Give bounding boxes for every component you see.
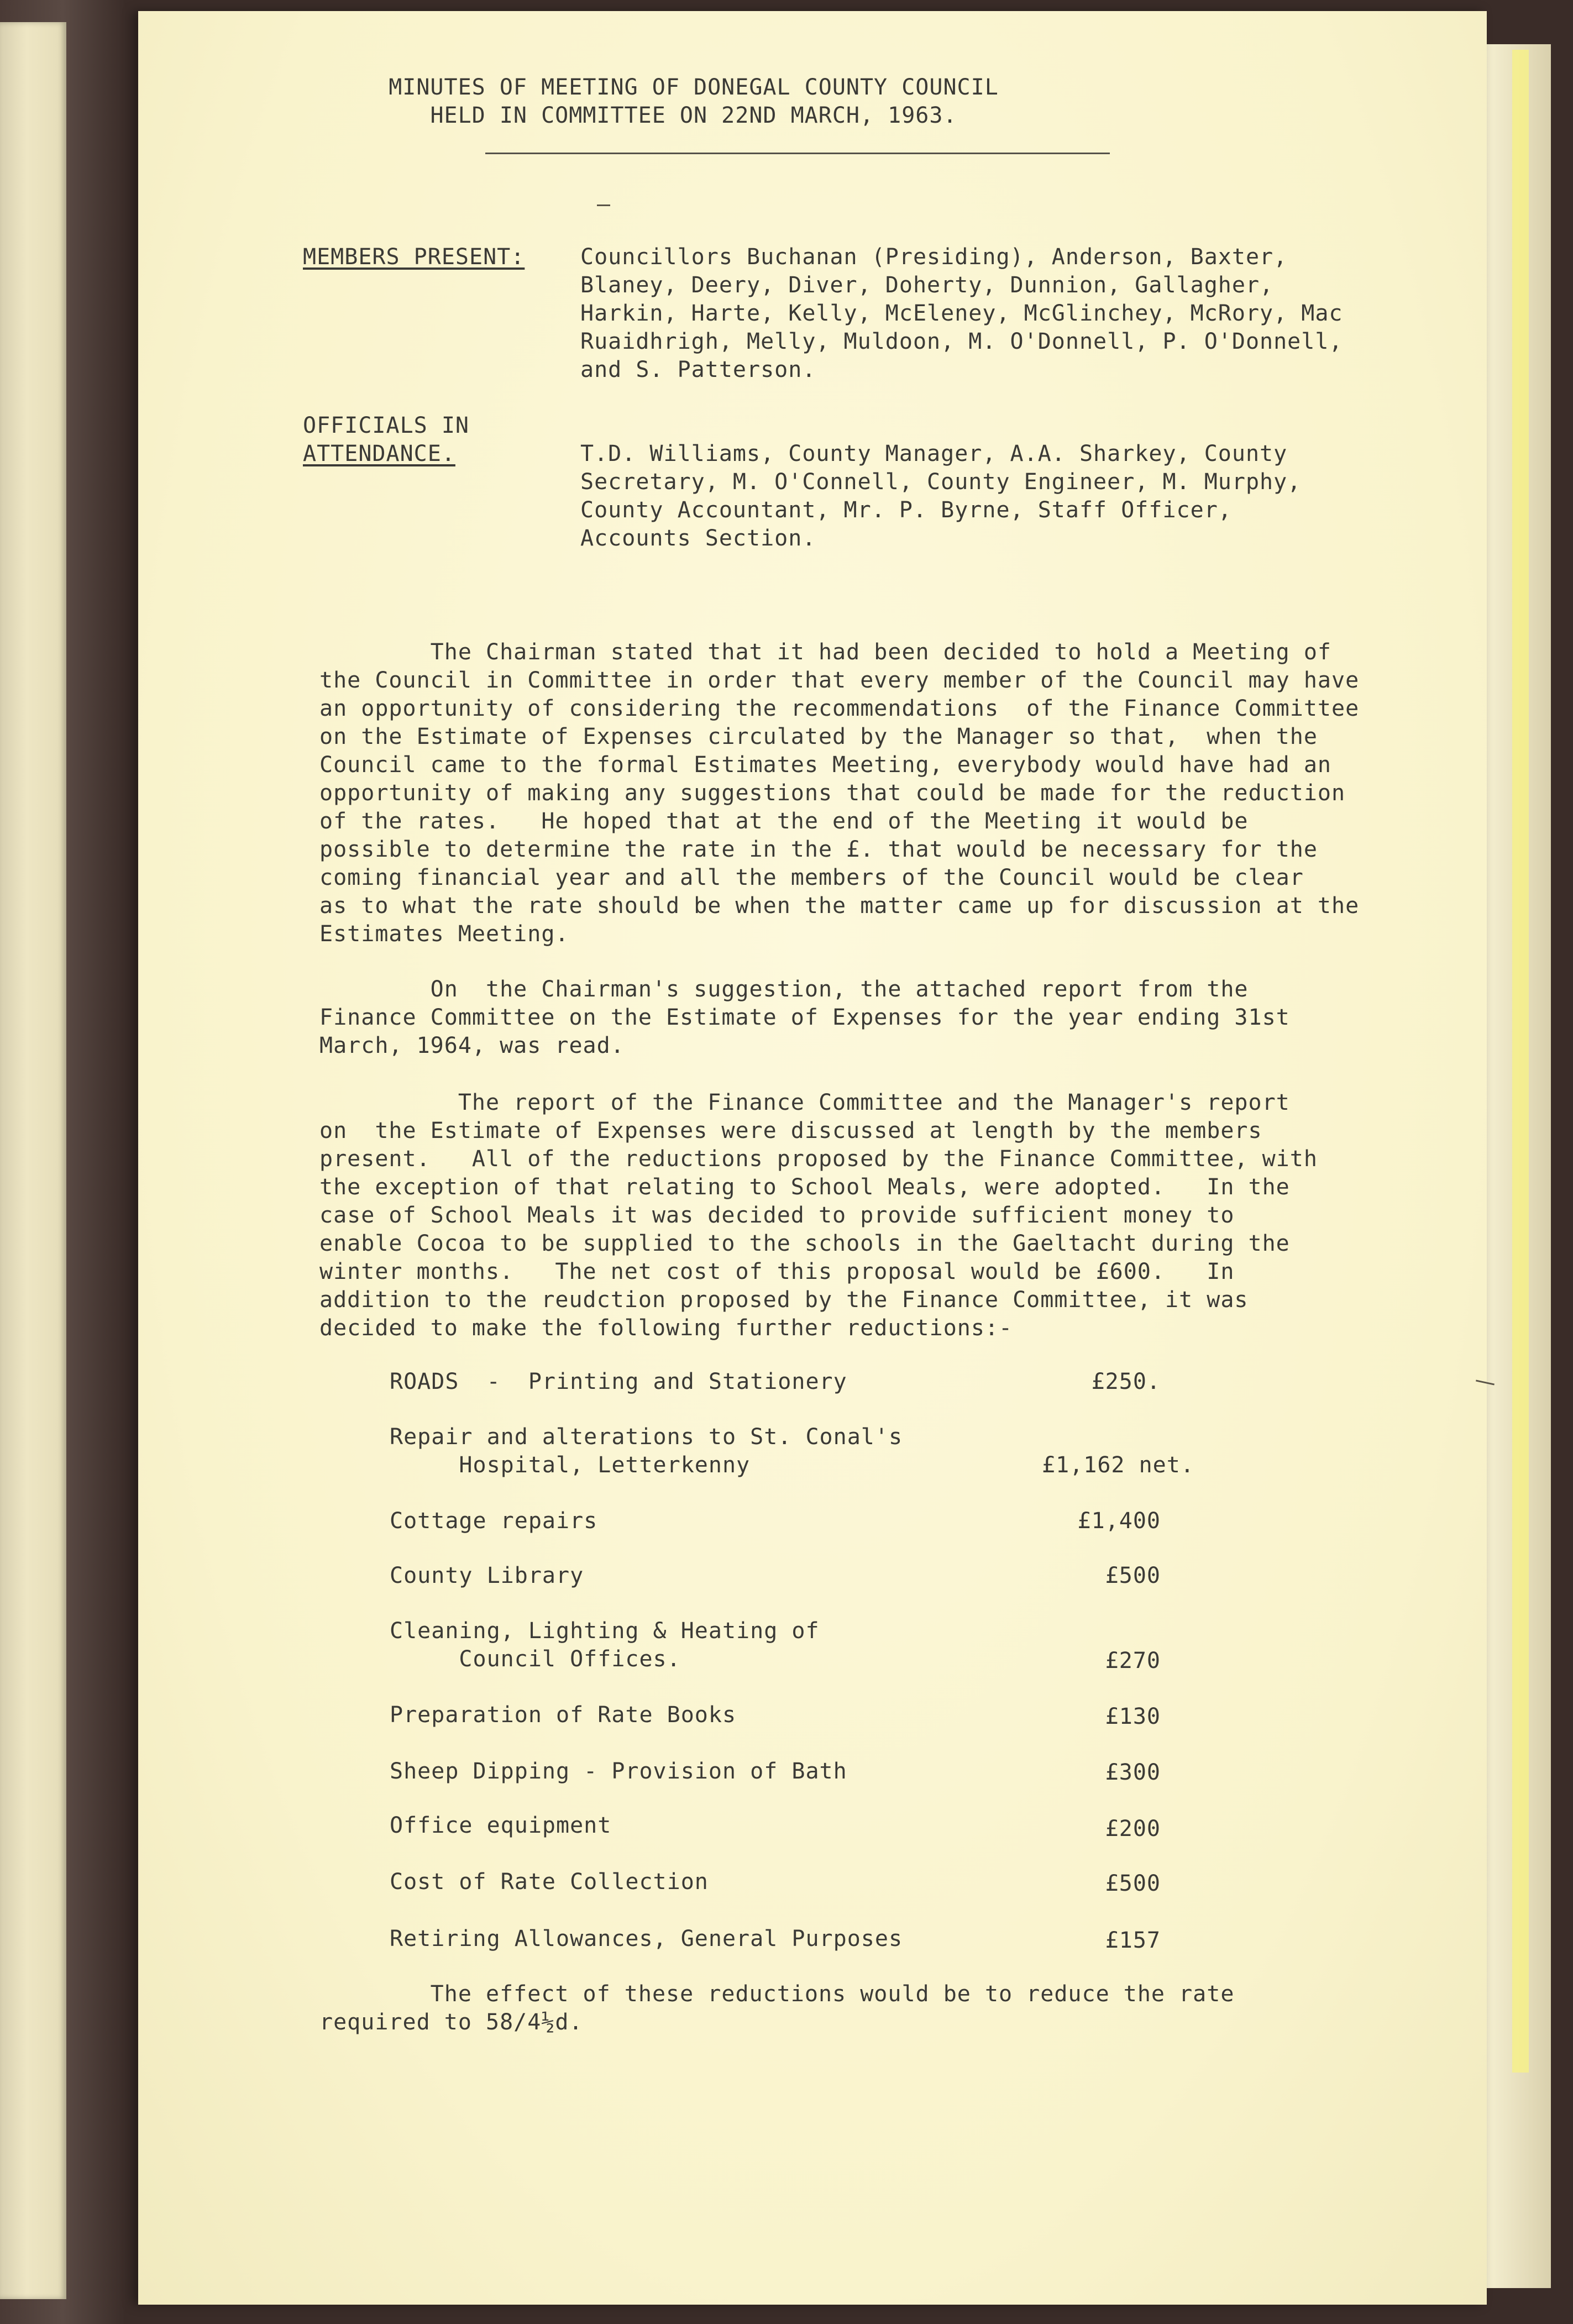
reduction-item-label (390, 1617, 820, 1674)
officials-line: T.D. Williams, County Manager, A.A. Sharkey, County (580, 441, 1288, 466)
members-line: Councillors Buchanan (Presiding), Anderson, Baxter, (580, 244, 1288, 270)
reduction-item-amount: £130 (1105, 1704, 1161, 1729)
title-line-2: HELD IN COMMITTEE ON 22ND MARCH, 1963. (430, 103, 957, 128)
officials-label-line-1: OFFICIALS IN (303, 413, 469, 438)
reduction-item-label: ROADS - Printing and Stationery (390, 1369, 847, 1394)
paragraph-line: case of School Meals it was decided to provide sufficient money to (319, 1203, 1235, 1228)
title-line-1: MINUTES OF MEETING OF DONEGAL COUNTY COUNCIL (389, 75, 999, 100)
conclusion-line-1: The effect of these reductions would be to reduce the rate (319, 1981, 1235, 2007)
paragraph-line: The Chairman stated that it had been decided to hold a Meeting of (319, 639, 1331, 665)
paragraph-line: opportunity of making any suggestions that could be made for the reduction (319, 780, 1346, 806)
members-line: Blaney, Deery, Diver, Doherty, Dunnion, Gallagher, (580, 272, 1274, 298)
paragraph-line: the Council in Committee in order that every member of the Council may have (319, 668, 1360, 693)
paragraph-line: on the Estimate of Expenses circulated by the Manager so that, when the (319, 724, 1318, 749)
yellow-tab-strip (1512, 50, 1529, 2073)
reduction-item-label: County Library (390, 1563, 584, 1588)
paragraph-line: on the Estimate of Expenses were discussed at length by the members (319, 1118, 1262, 1143)
members-line: Harkin, Harte, Kelly, McEleney, McGlinchey, McRory, Mac (580, 301, 1343, 326)
reduction-item-amount: £250. (1091, 1369, 1161, 1394)
officials-line: Accounts Section. (580, 526, 816, 551)
members-present-list (580, 243, 1343, 384)
paragraph-line: as to what the rate should be when the matter came up for discussion at the (319, 893, 1360, 919)
paragraph-line: winter months. The net cost of this proposal would be £600. In (319, 1259, 1235, 1284)
officials-line: Secretary, M. O'Connell, County Engineer, M. Murphy, (580, 469, 1302, 495)
binding-edge (0, 22, 66, 2299)
reduction-item-label: Retiring Allowances, General Purposes (390, 1926, 903, 1951)
paragraph-line: March, 1964, was read. (319, 1033, 625, 1058)
paragraph-chairman-statement (319, 638, 1359, 948)
reduction-item-amount: £500 (1105, 1563, 1161, 1588)
paragraph-estimate-discussion (319, 1089, 1318, 1342)
paragraph-line: coming financial year and all the members of the Council would be clear (319, 865, 1304, 890)
paragraph-line: On the Chairman's suggestion, the attached report from the (319, 977, 1249, 1002)
reduction-item-amount: £300 (1105, 1760, 1161, 1785)
paragraph-line: Estimates Meeting. (319, 921, 569, 947)
reduction-label-line: Cleaning, Lighting & Heating of (390, 1618, 820, 1644)
paragraph-line: the exception of that relating to School Meals, were adopted. In the (319, 1174, 1290, 1200)
paragraph-finance-report (319, 975, 1290, 1060)
conclusion-paragraph (319, 1980, 1234, 2037)
reduction-item-label (390, 1423, 903, 1480)
document-page (138, 11, 1487, 2305)
reduction-item-label: Office equipment (390, 1813, 612, 1838)
reduction-label-line: Council Offices. (390, 1646, 681, 1672)
stray-pen-mark (597, 204, 610, 206)
members-line: Ruaidhrigh, Melly, Muldoon, M. O'Donnell, P. O'Donnell, (580, 329, 1343, 354)
reduction-item-label: Cottage repairs (390, 1508, 598, 1534)
paragraph-line: an opportunity of considering the recommendations of the Finance Committee (319, 696, 1360, 721)
members-line: and S. Patterson. (580, 357, 816, 382)
reduction-label-line: Repair and alterations to St. Conal's (390, 1424, 903, 1450)
paragraph-line: present. All of the reductions proposed by the Finance Committee, with (319, 1146, 1318, 1172)
reduction-item-amount: £157 (1105, 1928, 1161, 1953)
officials-label-line-2: ATTENDANCE. (303, 441, 455, 466)
reduction-label-line: Hospital, Letterkenny (390, 1452, 751, 1478)
reduction-item-label: Preparation of Rate Books (390, 1702, 737, 1728)
paragraph-line: The report of the Finance Committee and the Manager's report (319, 1090, 1290, 1115)
members-present-label: MEMBERS PRESENT: (303, 244, 525, 270)
title-underline (485, 153, 1110, 154)
paragraph-line: Council came to the formal Estimates Meeting, everybody would have had an (319, 752, 1331, 778)
reduction-item-amount: £200 (1105, 1816, 1161, 1842)
reduction-item-label: Cost of Rate Collection (390, 1869, 709, 1895)
reduction-item-amount: £1,162 net. (1042, 1452, 1194, 1478)
conclusion-line-2: required to 58/4½d. (319, 2010, 583, 2035)
officials-list (580, 440, 1301, 553)
reduction-item-label: Sheep Dipping - Provision of Bath (390, 1759, 847, 1784)
paragraph-line: possible to determine the rate in the £. that would be necessary for the (319, 837, 1318, 862)
officials-line: County Accountant, Mr. P. Byrne, Staff Officer, (580, 497, 1232, 523)
paragraph-line: Finance Committee on the Estimate of Expenses for the year ending 31st (319, 1005, 1290, 1030)
paragraph-line: of the rates. He hoped that at the end of the Meeting it would be (319, 809, 1249, 834)
paragraph-line: decided to make the following further reductions:- (319, 1315, 1013, 1341)
reduction-item-amount: £1,400 (1077, 1508, 1161, 1534)
paragraph-line: enable Cocoa to be supplied to the schools in the Gaeltacht during the (319, 1231, 1290, 1256)
reduction-item-amount: £270 (1105, 1648, 1161, 1674)
paragraph-line: addition to the reudction proposed by the Finance Committee, it was (319, 1287, 1249, 1313)
officials-label (303, 412, 469, 468)
reduction-item-amount: £500 (1105, 1871, 1161, 1896)
